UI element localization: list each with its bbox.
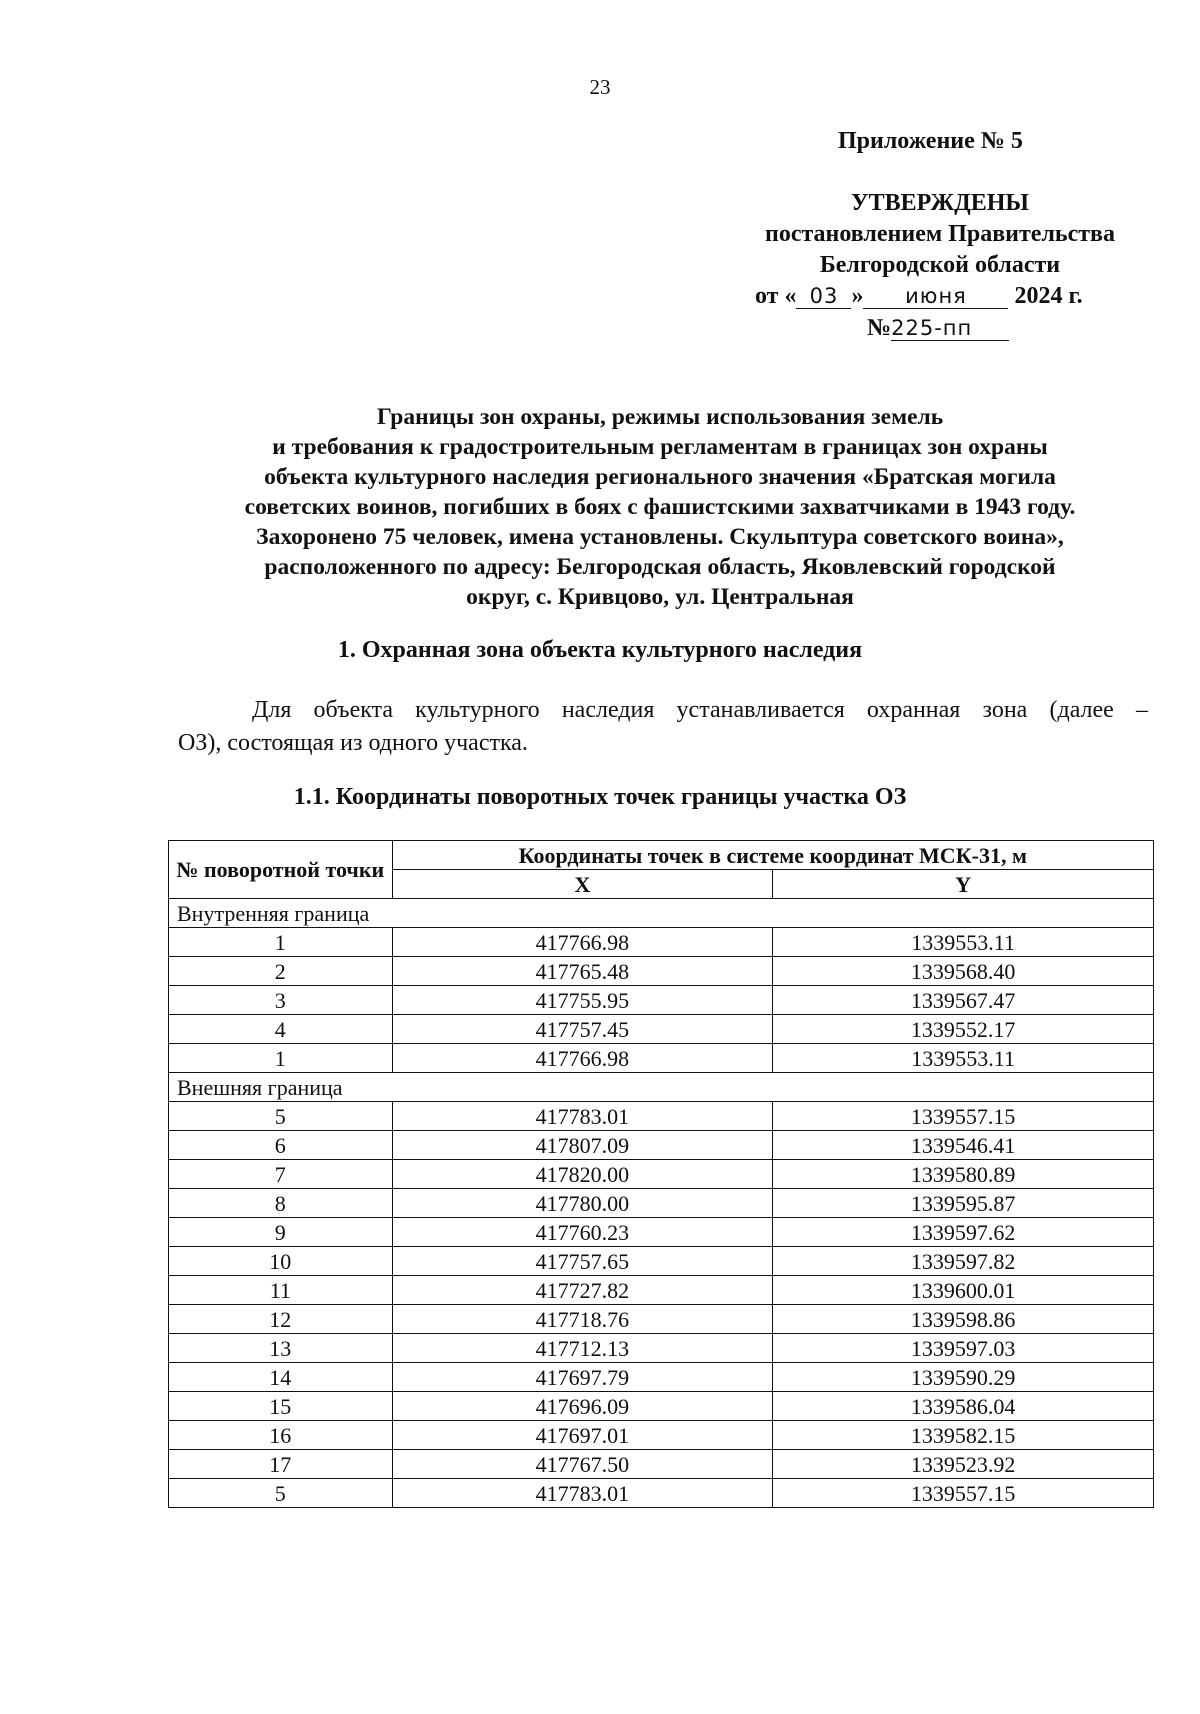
title-line: округ, с. Кривцово, ул. Центральная [466, 584, 854, 610]
x-coordinate-cell: 417757.65 [392, 1247, 773, 1276]
table-row [169, 1276, 1154, 1305]
inner-boundary-row [169, 899, 1154, 928]
title-line: и требования к градостроительным регламентам в границах зон охраны [272, 434, 1048, 460]
point-number-cell: 7 [169, 1160, 393, 1189]
table-row [169, 928, 1154, 957]
approval-block [740, 188, 1140, 281]
paragraph-line: Для объекта культурного наследия устанавливается охранная зона (далее – [252, 697, 1148, 723]
coordinates-table [168, 840, 1154, 1508]
table-row [169, 1479, 1154, 1508]
date-mid: » [851, 283, 864, 309]
y-coordinate-cell: 1339597.62 [773, 1218, 1154, 1247]
point-number-cell: 12 [169, 1305, 393, 1334]
x-coordinate-cell: 417712.13 [392, 1334, 773, 1363]
x-coordinate-cell: 417766.98 [392, 1044, 773, 1073]
point-number-cell: 16 [169, 1421, 393, 1450]
number-value: 225-пп [891, 316, 1009, 341]
title-line: Границы зон охраны, режимы использования земель [376, 404, 944, 430]
group-label: Внутренняя граница [169, 899, 1154, 928]
y-coordinate-cell: 1339597.03 [773, 1334, 1154, 1363]
table-row [169, 1450, 1154, 1479]
x-coordinate-cell: 417783.01 [392, 1479, 773, 1508]
point-number-cell: 17 [169, 1450, 393, 1479]
table-row [169, 1334, 1154, 1363]
table-row [169, 957, 1154, 986]
point-number-cell: 11 [169, 1276, 393, 1305]
approval-heading: УТВЕРЖДЕНЫ [851, 190, 1029, 216]
y-coordinate-cell: 1339600.01 [773, 1276, 1154, 1305]
table-row [169, 1189, 1154, 1218]
header-y: Y [773, 870, 1154, 899]
point-number-cell: 15 [169, 1392, 393, 1421]
x-coordinate-cell: 417697.01 [392, 1421, 773, 1450]
point-number-cell: 1 [169, 1044, 393, 1073]
x-coordinate-cell: 417755.95 [392, 986, 773, 1015]
date-prefix: от « [755, 283, 797, 309]
table-row [169, 1131, 1154, 1160]
y-coordinate-cell: 1339546.41 [773, 1131, 1154, 1160]
y-coordinate-cell: 1339553.11 [773, 928, 1154, 957]
point-number-cell: 5 [169, 1479, 393, 1508]
table-row [169, 1102, 1154, 1131]
x-coordinate-cell: 417767.50 [392, 1450, 773, 1479]
y-coordinate-cell: 1339580.89 [773, 1160, 1154, 1189]
x-coordinate-cell: 417718.76 [392, 1305, 773, 1334]
x-coordinate-cell: 417757.45 [392, 1015, 773, 1044]
y-coordinate-cell: 1339568.40 [773, 957, 1154, 986]
section-heading: 1. Охранная зона объекта культурного наследия [337, 637, 863, 663]
document-title [120, 402, 1200, 612]
title-line: расположенного по адресу: Белгородская область, Яковлевский городской [264, 554, 1056, 580]
header-coordinates: Координаты точек в системе координат МСК-31, м [392, 841, 1153, 870]
date-month: июня [863, 284, 1008, 309]
point-number-cell: 5 [169, 1102, 393, 1131]
title-line: Захоронено 75 человек, имена установлены. Скульптура советского воина», [256, 524, 1064, 550]
point-number-cell: 4 [169, 1015, 393, 1044]
x-coordinate-cell: 417697.79 [392, 1363, 773, 1392]
y-coordinate-cell: 1339557.15 [773, 1479, 1154, 1508]
header-x: X [392, 870, 773, 899]
point-number-cell: 3 [169, 986, 393, 1015]
x-coordinate-cell: 417696.09 [392, 1392, 773, 1421]
y-coordinate-cell: 1339567.47 [773, 986, 1154, 1015]
group-label: Внешняя граница [169, 1073, 1154, 1102]
title-line: советских воинов, погибших в боях с фашистскими захватчиками в 1943 году. [244, 494, 1076, 520]
x-coordinate-cell: 417766.98 [392, 928, 773, 957]
x-coordinate-cell: 417760.23 [392, 1218, 773, 1247]
paragraph-line: ОЗ), состоящая из одного участка. [178, 730, 528, 756]
table-header-row [169, 841, 1154, 870]
point-number-cell: 10 [169, 1247, 393, 1276]
x-coordinate-cell: 417783.01 [392, 1102, 773, 1131]
point-number-cell: 6 [169, 1131, 393, 1160]
y-coordinate-cell: 1339523.92 [773, 1450, 1154, 1479]
point-number-cell: 1 [169, 928, 393, 957]
table-row [169, 1392, 1154, 1421]
table-row [169, 1305, 1154, 1334]
page-number: 23 [589, 75, 611, 99]
table-row [169, 1160, 1154, 1189]
title-line: объекта культурного наследия регионального значения «Братская могила [264, 464, 1056, 490]
table-row [169, 1363, 1154, 1392]
point-number-cell: 14 [169, 1363, 393, 1392]
header-point-number: № поворотной точки [169, 841, 393, 899]
table-row [169, 1015, 1154, 1044]
body-paragraph [178, 694, 1148, 760]
x-coordinate-cell: 417765.48 [392, 957, 773, 986]
approval-number [867, 315, 1009, 342]
appendix-label: Приложение № 5 [838, 128, 1023, 154]
table-row [169, 1044, 1154, 1073]
y-coordinate-cell: 1339552.17 [773, 1015, 1154, 1044]
y-coordinate-cell: 1339595.87 [773, 1189, 1154, 1218]
point-number-cell: 8 [169, 1189, 393, 1218]
y-coordinate-cell: 1339553.11 [773, 1044, 1154, 1073]
y-coordinate-cell: 1339557.15 [773, 1102, 1154, 1131]
table-body [169, 899, 1154, 1508]
table-row [169, 1421, 1154, 1450]
y-coordinate-cell: 1339582.15 [773, 1421, 1154, 1450]
point-number-cell: 13 [169, 1334, 393, 1363]
outer-boundary-row [169, 1073, 1154, 1102]
y-coordinate-cell: 1339586.04 [773, 1392, 1154, 1421]
x-coordinate-cell: 417820.00 [392, 1160, 773, 1189]
number-prefix: № [867, 315, 892, 341]
x-coordinate-cell: 417727.82 [392, 1276, 773, 1305]
point-number-cell: 9 [169, 1218, 393, 1247]
point-number-cell: 2 [169, 957, 393, 986]
y-coordinate-cell: 1339590.29 [773, 1363, 1154, 1392]
y-coordinate-cell: 1339598.86 [773, 1305, 1154, 1334]
date-day: 03 [796, 284, 851, 309]
table-row [169, 986, 1154, 1015]
x-coordinate-cell: 417780.00 [392, 1189, 773, 1218]
x-coordinate-cell: 417807.09 [392, 1131, 773, 1160]
y-coordinate-cell: 1339597.82 [773, 1247, 1154, 1276]
table-row [169, 1247, 1154, 1276]
date-year: 2024 г. [1014, 283, 1083, 309]
approval-line-region: Белгородской области [819, 252, 1061, 278]
approval-date [755, 283, 1083, 310]
approval-line-government: постановлением Правительства [764, 221, 1115, 247]
table-row [169, 1218, 1154, 1247]
subsection-heading: 1.1. Координаты поворотных точек границы участка ОЗ [293, 784, 907, 810]
